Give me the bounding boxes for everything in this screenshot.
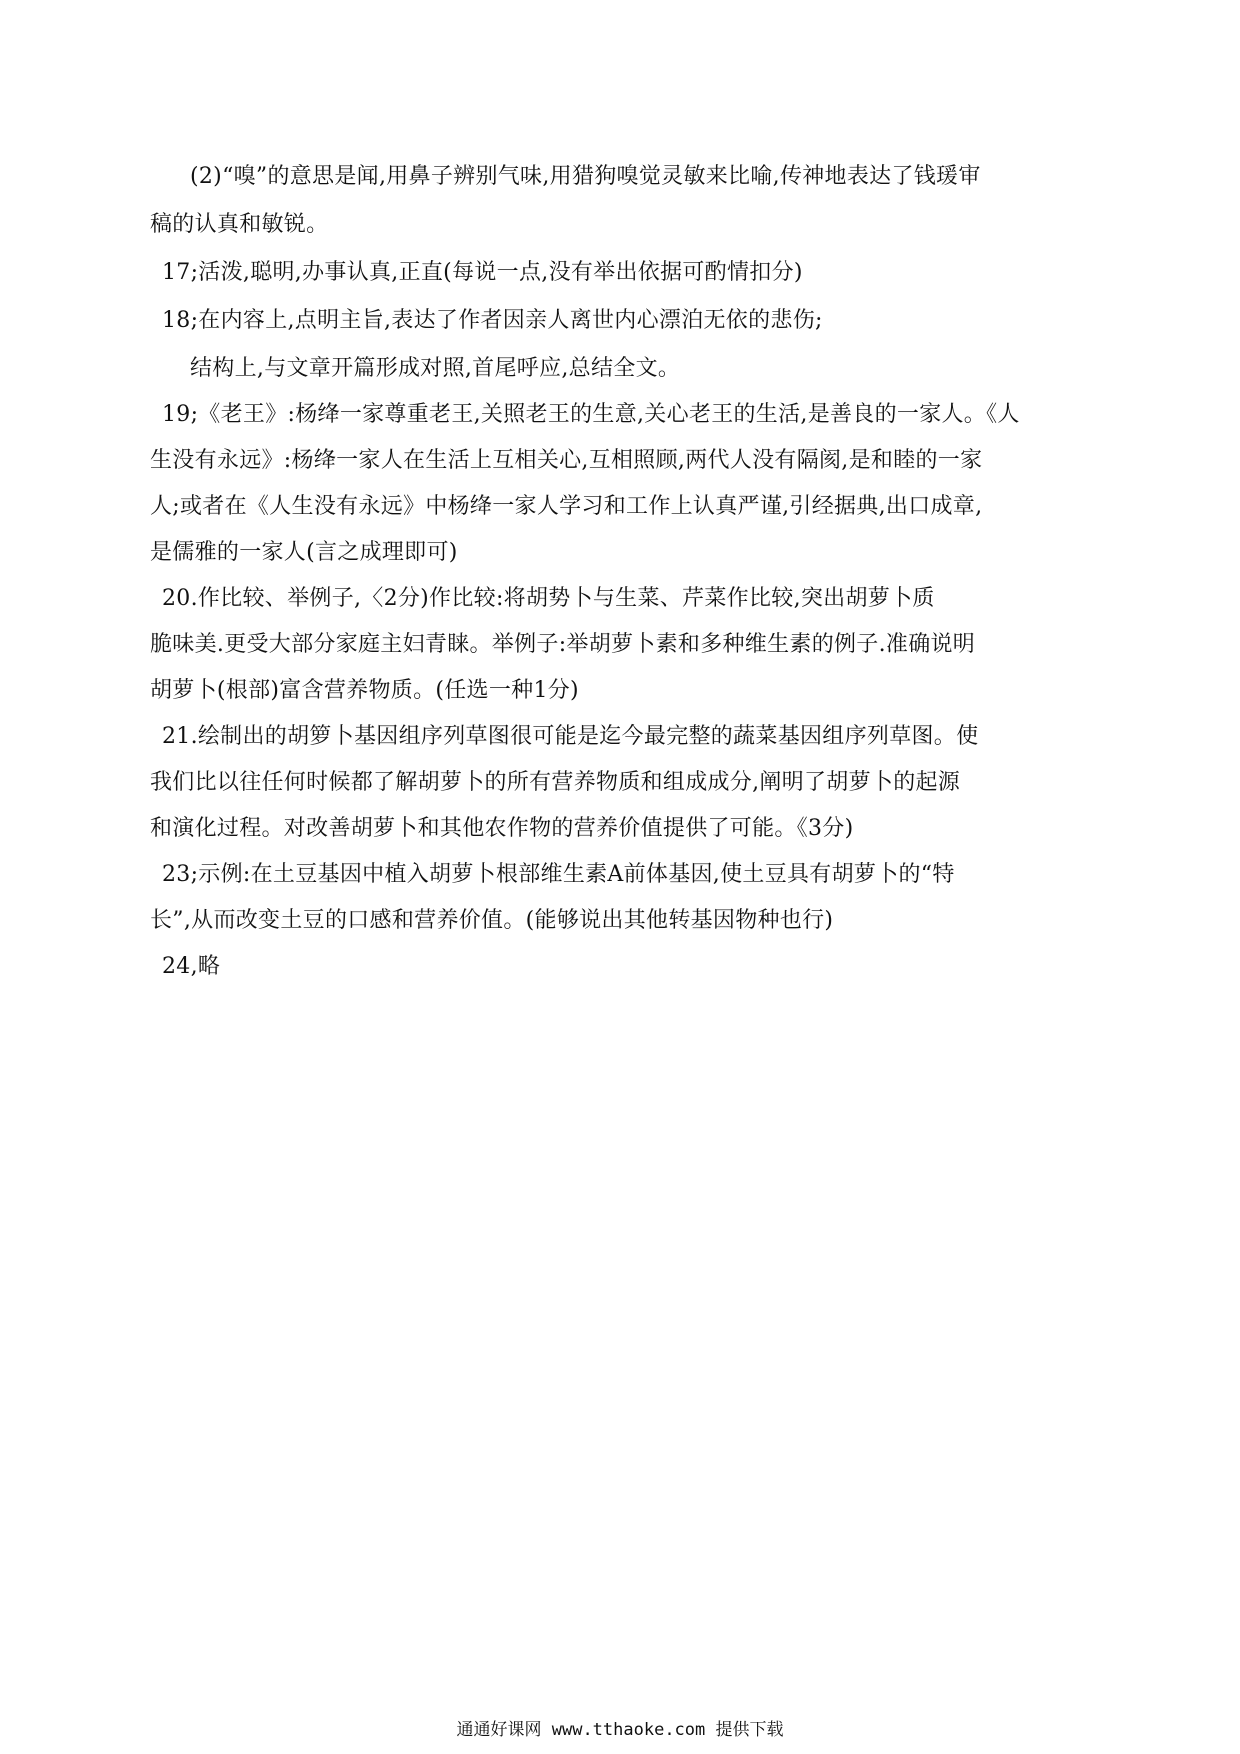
footer-source-note: 通通好课网 www.tthaoke.com 提供下载: [456, 1720, 784, 1740]
answer-line: 24,略: [162, 954, 221, 979]
answer-line: 生没有永远》:杨绛一家人在生活上互相关心,互相照顾,两代人没有隔阂,是和睦的一家: [150, 448, 983, 473]
answer-line: 脆味美.更受大部分家庭主妇青睐。举例子:举胡萝卜素和多种维生素的例子.准确说明: [150, 632, 976, 657]
answer-line: 和演化过程。对改善胡萝卜和其他农作物的营养价值提供了可能。《3分): [150, 816, 854, 841]
answer-line: 我们比以往任何时候都了解胡萝卜的所有营养物质和组成成分,阐明了胡萝卜的起源: [150, 770, 961, 795]
answer-line: 人;或者在《人生没有永远》中杨绛一家人学习和工作上认真严谨,引经据典,出口成章,: [150, 494, 983, 519]
answer-line: 结构上,与文章开篇形成对照,首尾呼应,总结全文。: [190, 356, 681, 381]
answer-line: 胡萝卜(根部)富含营养物质。(任选一种1分): [150, 678, 579, 703]
answer-line: (2)“嗅”的意思是闻,用鼻子辨别气味,用猎狗嗅觉灵敏来比喻,传神地表达了钱瑗审: [190, 164, 981, 189]
answer-line: 18;在内容上,点明主旨,表达了作者因亲人离世内心漂泊无依的悲伤;: [162, 308, 823, 333]
answer-line: 21.绘制出的胡箩卜基因组序列草图很可能是迄今最完整的蔬菜基因组序列草图。使: [162, 724, 979, 749]
answer-line: 23;示例:在土豆基因中植入胡萝卜根部维生素A前体基因,使土豆具有胡萝卜的“特: [162, 862, 955, 887]
answer-line: 17;活泼,聪明,办事认真,正直(每说一点,没有举出依据可酌情扣分): [162, 260, 803, 285]
answer-line: 19;《老王》:杨绛一家尊重老王,关照老王的生意,关心老王的生活,是善良的一家人。《人: [162, 402, 1020, 427]
answer-line: 稿的认真和敏锐。: [150, 212, 329, 237]
answer-line: 长”,从而改变土豆的口感和营养价值。(能够说出其他转基因物种也行): [150, 908, 834, 933]
answer-line: 是儒雅的一家人(言之成理即可): [150, 540, 458, 565]
answer-line: 20.作比较、举例子,〈2分)作比较:将胡势卜与生菜、芹菜作比较,突出胡萝卜质: [162, 586, 935, 611]
